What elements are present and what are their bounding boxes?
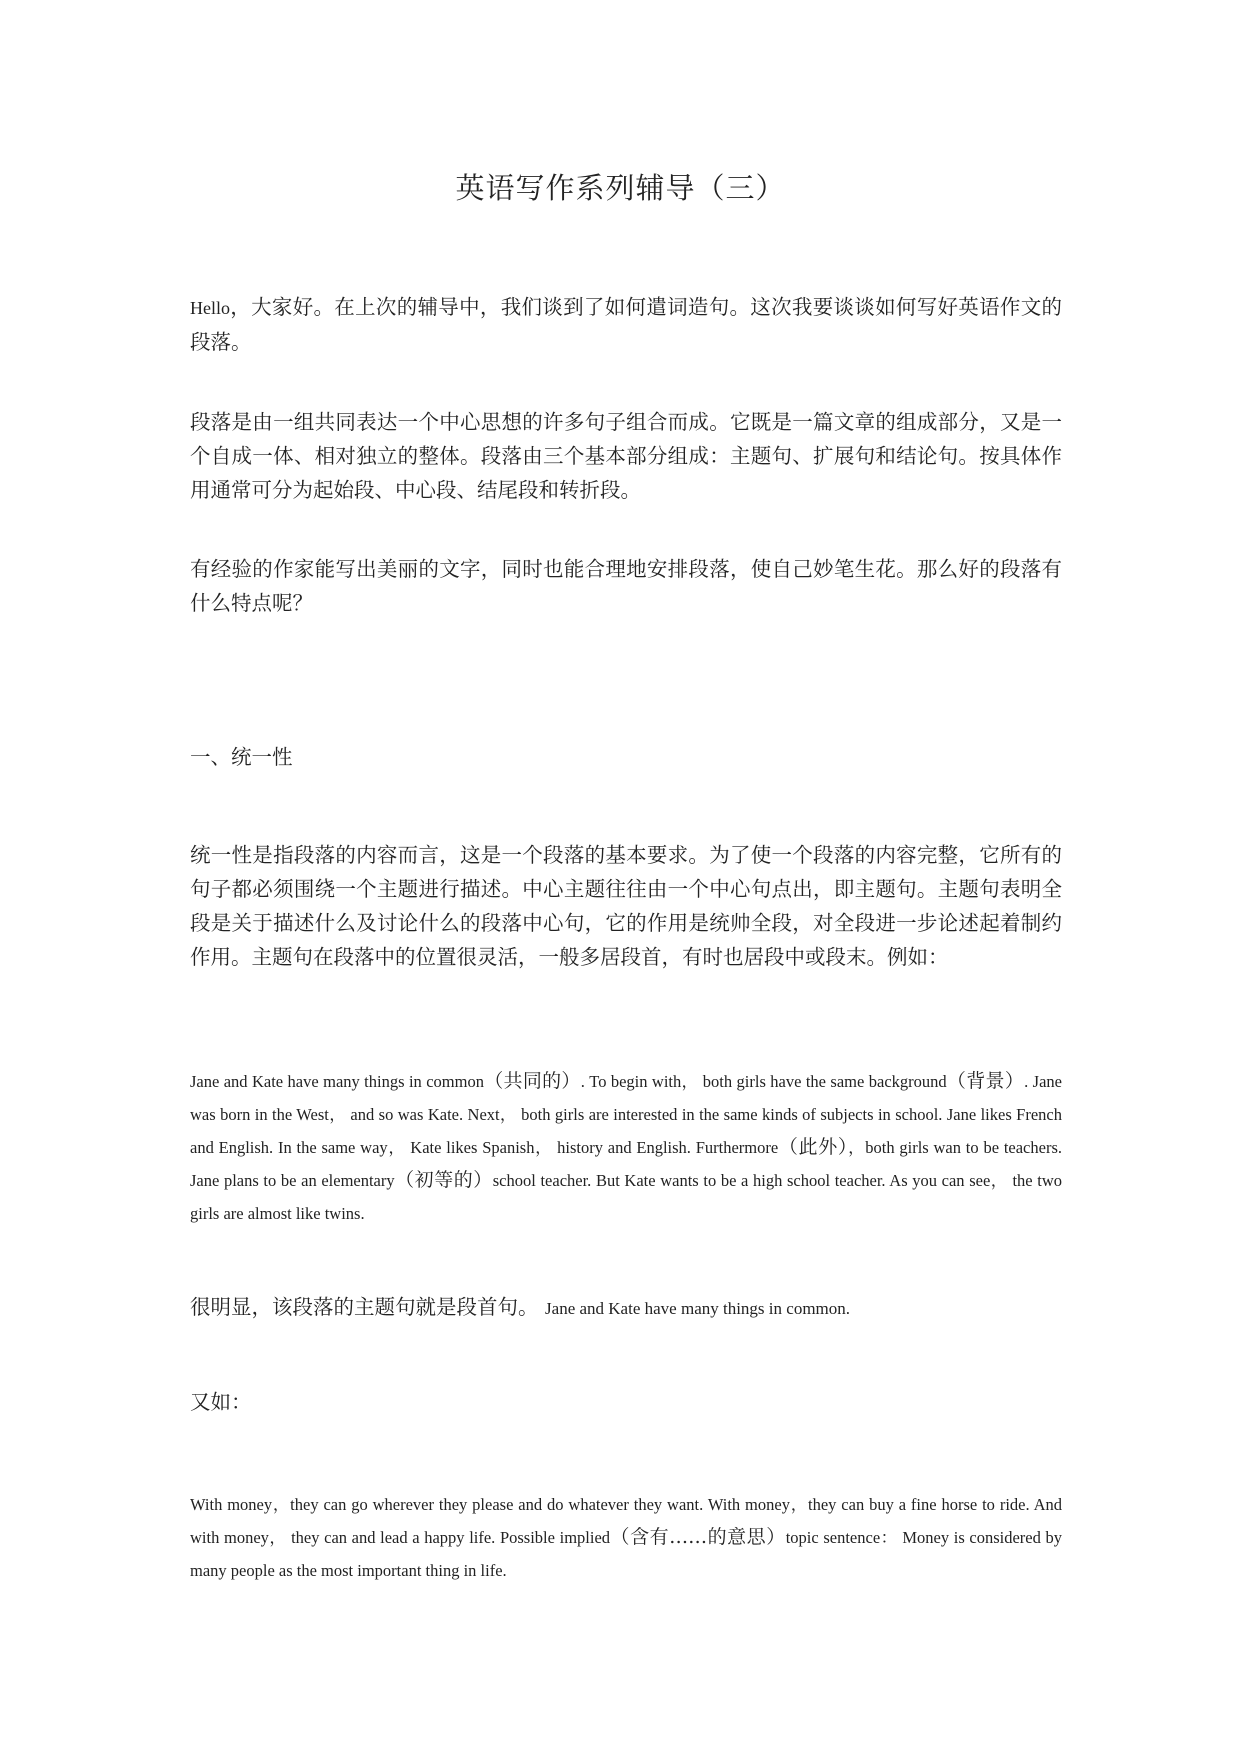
example-1-text-5: school teacher. But Kate wants to be a high school teacher. As you can see， the two girls are almost like twins. (190, 1171, 1062, 1223)
example-paragraph-2 (190, 1488, 1062, 1587)
paragraph-definition: 段落是由一组共同表达一个中心思想的许多句子组合而成。它既是一篇文章的组成部分，又是一个自成一体、相对独立的整体。段落由三个基本部分组成：主题句、扩展句和结论句。按具体作用通常可分为起始段、中心段、结尾段和转折段。 (190, 410, 1062, 502)
example-1-text-1: Jane and Kate have many things in common (190, 1072, 484, 1091)
example-1-gloss-3: （此外） (778, 1136, 849, 1158)
paragraph-another-example: 又如： (190, 1390, 252, 1414)
example-2-gloss-1: （含有……的意思） (610, 1526, 786, 1548)
section-heading-unity: 一、统一性 (190, 745, 293, 769)
example-2-text-1: With money，they can go wherever they please and do whatever they want. With money，they can buy a fine horse to ride. And with money， they can and lead a happy life. Possible implied (190, 1495, 1062, 1547)
example-1-gloss-4: （初等的） (394, 1169, 493, 1191)
example-1-gloss-2: （背景） (946, 1070, 1025, 1092)
example-1-text-2: . To begin with， both girls have the same background (580, 1072, 947, 1091)
paragraph-topic-sentence-note (190, 1290, 1062, 1326)
topic-note-zh: 很明显，该段落的主题句就是段首句。 (190, 1295, 539, 1319)
intro-paragraph (190, 290, 1062, 359)
paragraph-unity: 统一性是指段落的内容而言，这是一个段落的基本要求。为了使一个段落的内容完整，它所有的句子都必须围绕一个主题进行描述。中心主题往往由一个中心句点出，即主题句。主题句表明全段是关于描述什么及讨论什么的段落中心句，它的作用是统帅全段，对全段进一步论述起着制约作用。主题句在段落中的位置很灵活，一般多居段首，有时也居段中或段末。例如： (190, 843, 1062, 969)
intro-greeting: Hello (190, 298, 230, 318)
example-1-text-3: . Jane was born in the West， and so was Kate. Next， both girls are interested in the same kinds of subjects in school. Jane likes French and English. In the same way， Kate likes Spanish， history and English. Furthermore (190, 1072, 1062, 1157)
document-title: 英语写作系列辅导（三） (455, 171, 786, 205)
example-1-text-4: ，both girls wan to be teachers. Jane plans to be an elementary (190, 1138, 1062, 1190)
example-2-text-2: topic sentence： Money is considered by many people as the most important thing in life. (190, 1528, 1062, 1580)
topic-note-en: Jane and Kate have many things in common. (545, 1299, 851, 1318)
intro-text: ，大家好。在上次的辅导中，我们谈到了如何遣词造句。这次我要谈谈如何写好英语作文的段落。 (190, 295, 1062, 354)
example-paragraph-1 (190, 1065, 1062, 1230)
example-1-gloss-1: （共同的） (483, 1070, 581, 1092)
paragraph-question: 有经验的作家能写出美丽的文字，同时也能合理地安排段落，使自己妙笔生花。那么好的段落有什么特点呢？ (190, 557, 1062, 615)
